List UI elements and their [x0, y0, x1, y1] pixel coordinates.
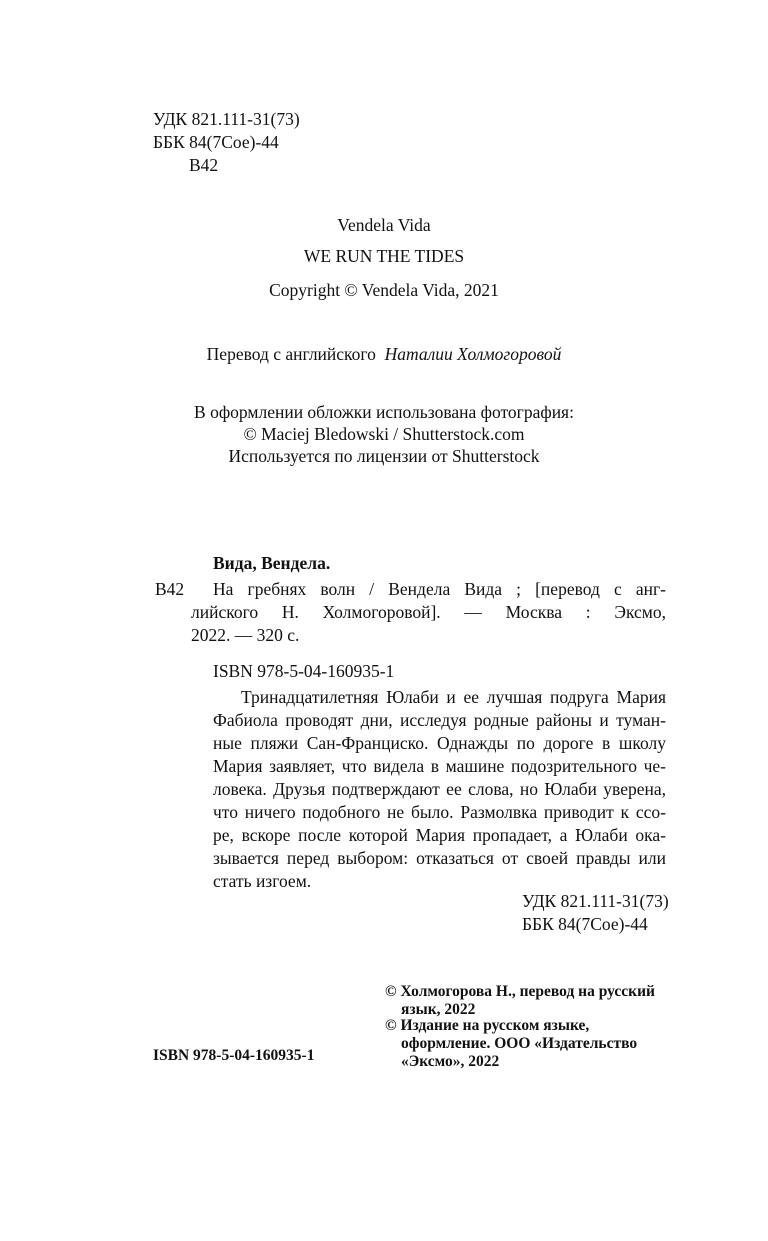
translation-line [0, 343, 768, 366]
cover-credit-line2: © Maciej Bledowski / Shutterstock.com [243, 424, 525, 444]
annotation-last-line: стать изгоем. [213, 871, 312, 891]
annotation-line: зывается перед выбором: отказаться от своей правды или [213, 848, 666, 868]
footer-copyright-edition-cont: «Эксмо», 2022 [401, 1053, 500, 1070]
original-author: Vendela Vida [337, 215, 431, 235]
udk-code: УДК 821.111-31(73) [153, 109, 300, 129]
annotation-line: ре, вскоре после которой Мария пропадает, а Юлаби ока- [213, 825, 666, 845]
annotation-line: ные пляжи Сан-Франциско. Однажды по дороге в школу [213, 733, 666, 753]
catalog-line2: лийского Н. Холмогоровой]. — Москва : Эксмо, [191, 602, 666, 622]
annotation-udk: УДК 821.111-31(73) [522, 891, 669, 911]
catalog-line1: На гребнях волн / Вендела Вида ; [перевод с анг- [213, 579, 666, 599]
annotation-bbk: ББК 84(7Сое)-44 [522, 914, 648, 934]
footer-copyright-edition: © Издание на русском языке, [385, 1017, 590, 1034]
translation-prefix: Перевод с английского [206, 344, 376, 364]
footer-copyright-translation: © Холмогорова Н., перевод на русский [385, 983, 655, 1000]
bbk-code: ББК 84(7Сое)-44 [153, 132, 279, 152]
annotation-line: Фабиола проводят дни, исследуя родные районы и туман- [213, 710, 666, 730]
footer-copyright-translation-cont: язык, 2022 [401, 1001, 476, 1018]
cover-credit-line3: Используется по лицензии от Shutterstock [228, 446, 540, 466]
author-mark: В42 [189, 155, 219, 175]
annotation-line: что ничего подобного не было. Размолвка приводит к ссо- [213, 802, 666, 822]
annotation-line: Тринадцатилетняя Юлаби и ее лучшая подруга Мария [241, 687, 666, 707]
footer-isbn: ISBN 978-5-04-160935-1 [153, 1047, 315, 1064]
catalog-heading: Вида, Вендела. [213, 553, 331, 573]
catalog-isbn: ISBN 978-5-04-160935-1 [213, 661, 395, 681]
footer-copyright-edition-cont: оформление. ООО «Издательство [401, 1035, 638, 1052]
annotation-line: Мария заявляет, что видела в машине подозрительного че- [213, 756, 666, 776]
original-copyright: Copyright © Vendela Vida, 2021 [269, 280, 499, 300]
catalog-line3: 2022. — 320 с. [191, 625, 300, 645]
cover-credit-line1: В оформлении обложки использована фотография: [194, 402, 574, 422]
annotation-line: ловека. Друзья подтверждают ее слова, но Юлаби уверена, [213, 779, 666, 799]
original-title: WE RUN THE TIDES [303, 246, 465, 266]
catalog-mark: В42 [155, 579, 185, 599]
translator-name: Наталии Холмогоровой [384, 344, 562, 364]
